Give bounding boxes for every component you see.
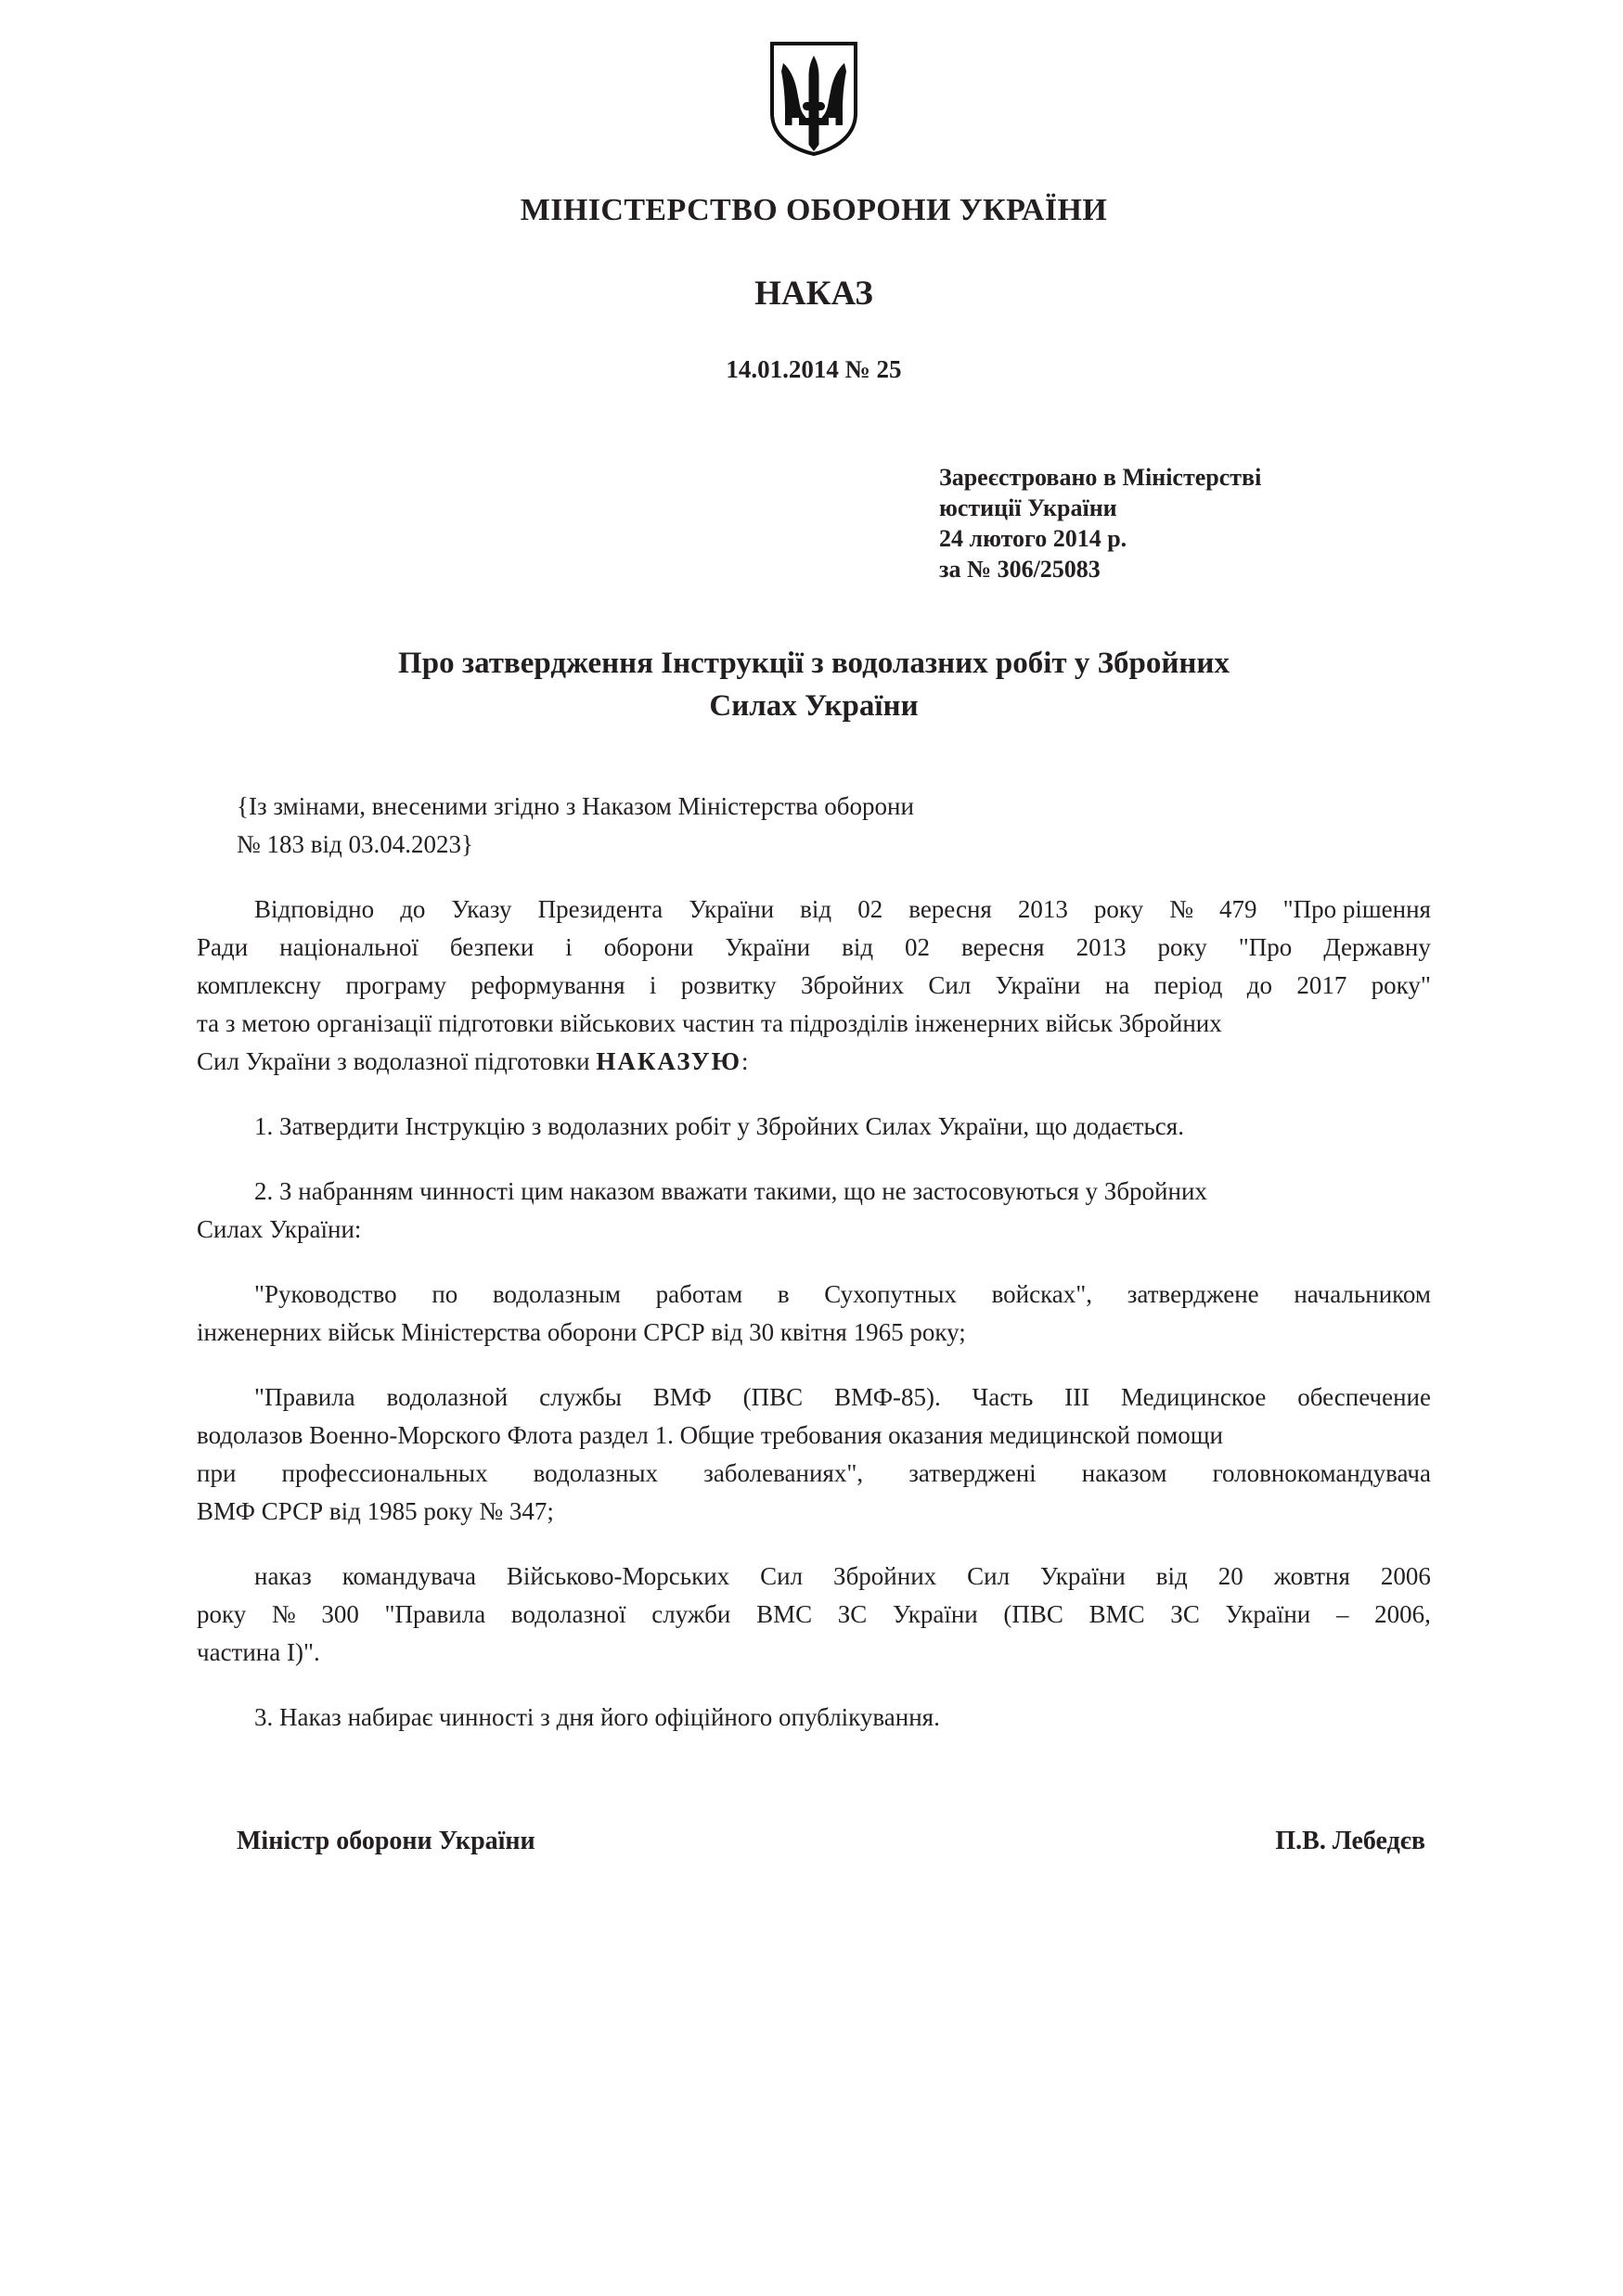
word: Державну [1323,933,1431,961]
item-1-line-1: 1. Затвердити Інструкцію з водолазних робіт у Збройних Силах України, що додається. [254,1112,1184,1140]
word: "Правила [384,1600,486,1628]
word: ВМС [1088,1600,1145,1628]
word: "Про [1238,933,1293,961]
word: 300 [321,1600,359,1628]
order-date-number: 14.01.2014 № 25 [726,355,902,383]
word: жовтня [1273,1562,1350,1590]
word: 2006 [1380,1562,1431,1590]
word: № [271,1600,296,1628]
word: вересня [961,933,1045,961]
item-3-paragraph [197,1699,1431,1737]
signature-block [197,1827,1431,1856]
word: національної [279,933,419,961]
word: і [565,933,573,961]
word: Часть [972,1383,1034,1411]
coat-of-arms-of-ukraine-icon [769,41,858,157]
repealed-doc-2-line-2: водолазов Военно-Морского Флота раздел 1. Общие требования оказания медицинской помощи [197,1421,1223,1449]
word: профессиональных [281,1459,488,1487]
word: ЗС [837,1600,868,1628]
preamble-line-1 [197,891,1431,929]
amendment-line-2: № 183 від 03.04.2023} [237,830,473,858]
word: "Про рішення [1282,895,1431,923]
word: наказом [1081,1459,1167,1487]
item-1-paragraph [197,1108,1431,1146]
word: Указу [451,895,512,923]
word: Сил [760,1562,804,1590]
word: затверджені [908,1459,1037,1487]
signatory-role: Міністр оборони України [237,1827,535,1855]
word: водолазным [492,1280,621,1308]
repealed-doc-1-line-2: інженерних військ Міністерства оборони СРСР від 30 квітня 1965 року; [197,1318,966,1346]
word: Сил [928,971,972,999]
item-2-paragraph [197,1173,1431,1249]
word: Збройних [833,1562,937,1590]
word: 2013 [1076,933,1127,961]
word: при [197,1459,237,1487]
repealed-doc-1-paragraph [197,1276,1431,1352]
word: ВМС [756,1600,813,1628]
word: року [1157,933,1207,961]
word: Президента [537,895,663,923]
registration-line-1: Зареєстровано в Міністерстві [939,464,1262,491]
document-title-line-2: Силах України [709,689,919,723]
word: "Правила [254,1383,355,1411]
word: до [1246,971,1272,999]
word: на [1104,971,1130,999]
word: (ПВС [742,1383,804,1411]
word: водолазної [510,1600,626,1628]
word: наказ [254,1562,312,1590]
word: (ПВС [1003,1600,1063,1628]
preamble-line-3 [197,967,1431,1005]
repealed-doc-2-line-4: ВМФ СРСР від 1985 року № 347; [197,1497,554,1525]
word: ВМФ [652,1383,712,1411]
preamble-tail-text: Сил України з водолазної підготовки [197,1047,590,1075]
word: від [842,933,874,961]
word: командувача [341,1562,476,1590]
word: службы [539,1383,622,1411]
repealed-doc-1-line-1 [197,1276,1431,1314]
emblem-container [197,0,1431,157]
document-title-line-1: Про затвердження Інструкції з водолазних робіт у Збройних [398,647,1230,680]
word: України [892,1600,978,1628]
word: – [1335,1600,1349,1628]
word: року" [1371,971,1431,999]
word: 2013 [1017,895,1068,923]
word: України [725,933,811,961]
colon: : [741,1047,749,1075]
amendment-line-1: {Із змінами, внесеними згідно з Наказом Міністерства оборони [237,792,914,820]
word: III [1064,1383,1090,1411]
word: період [1153,971,1223,999]
preamble-paragraph [197,891,1431,1081]
amendment-note [237,788,1431,864]
word: № [1169,895,1193,923]
ministry-title: МІНІСТЕРСТВО ОБОРОНИ УКРАЇНИ [520,193,1108,227]
word: реформування [470,971,625,999]
word: в [777,1280,790,1308]
word: войсках", [991,1280,1093,1308]
word: від [1155,1562,1188,1590]
repealed-doc-3-line-1 [197,1558,1431,1596]
preamble-line-5 [197,1043,1431,1081]
preamble-line-4: та з метою організації підготовки військових частин та підрозділів інженерних військ Збройних [197,1009,1222,1037]
preamble-line-2 [197,929,1431,967]
word: Медицинское [1121,1383,1267,1411]
document-content [197,0,1431,1856]
word: Збройних [800,971,905,999]
word: 479 [1219,895,1257,923]
word: вересня [908,895,992,923]
word: ВМФ-85). [834,1383,941,1411]
order-verb-emphasis: НАКАЗУЮ [596,1047,742,1075]
registration-line-2: юстиції України [939,494,1117,521]
word: затверджене [1127,1280,1259,1308]
word: служби [651,1600,731,1628]
word: Сухопутных [824,1280,957,1308]
word: ЗС [1170,1600,1200,1628]
word: 2017 [1296,971,1347,999]
registration-line-3: 24 лютого 2014 р. [939,525,1127,552]
repealed-doc-3-line-2 [197,1596,1431,1634]
word: по [432,1280,458,1308]
word: України [1225,1600,1311,1628]
word: Сил [967,1562,1011,1590]
word: до [400,895,426,923]
order-heading: НАКАЗ [754,275,873,313]
word: України [689,895,775,923]
word: Військово-Морських [506,1562,730,1590]
word: від [800,895,832,923]
document-title [197,642,1431,727]
repealed-doc-3-line-3: частина I)". [197,1638,320,1666]
word: Ради [197,933,249,961]
word: обеспечение [1297,1383,1431,1411]
word: 02 [905,933,931,961]
word: оборони [603,933,694,961]
item-2-line-2: Силах України: [197,1215,362,1243]
word: "Руководство [254,1280,397,1308]
repealed-doc-2-line-1 [197,1379,1431,1417]
word: комплексну [197,971,322,999]
word: 2006, [1374,1600,1431,1628]
word: Відповідно [254,895,375,923]
word: водолазной [386,1383,509,1411]
word: програму [345,971,447,999]
word: України [995,971,1081,999]
word: головнокомандувача [1212,1459,1431,1487]
word: і [649,971,657,999]
word: 02 [857,895,883,923]
word: розвитку [680,971,777,999]
registration-line-4: за № 306/25083 [939,556,1101,583]
word: України [1040,1562,1126,1590]
word: року [197,1600,247,1628]
item-2-line-1: 2. З набранням чинності цим наказом вважати такими, що не застосовуються у Збройних [254,1177,1207,1205]
item-3-line-1: 3. Наказ набирає чинності з дня його офіційного опублікування. [254,1703,940,1731]
signatory-name: П.В. Лебедєв [1275,1827,1425,1855]
word: безпеки [449,933,535,961]
repealed-doc-2-paragraph [197,1379,1431,1531]
word: водолазных [533,1459,659,1487]
word: заболеваниях", [703,1459,864,1487]
word: 20 [1217,1562,1243,1590]
word: работам [655,1280,743,1308]
registration-block [939,462,1431,584]
word: року [1093,895,1144,923]
word: начальником [1294,1280,1431,1308]
repealed-doc-3-paragraph [197,1558,1431,1672]
repealed-doc-2-line-3 [197,1455,1431,1493]
